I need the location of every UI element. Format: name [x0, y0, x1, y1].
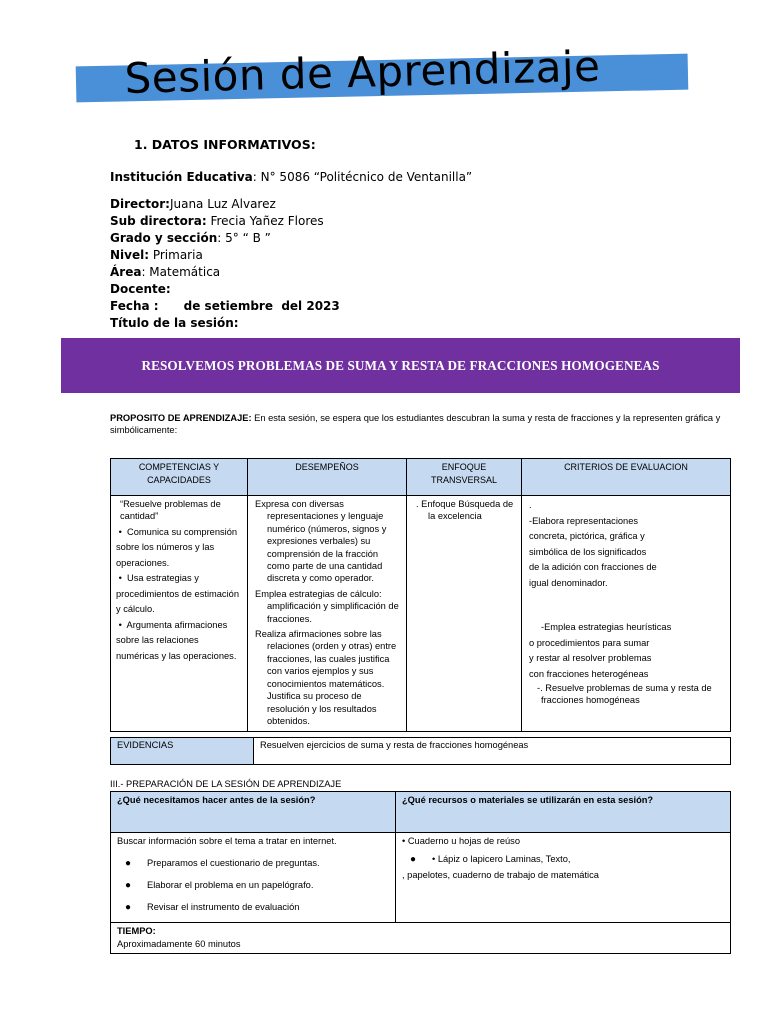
- info-fecha: Fecha : de setiembre del 2023: [110, 299, 340, 313]
- purpose-label: PROPOSITO DE APRENDIZAJE:: [110, 413, 252, 423]
- evidencias-table: [110, 737, 731, 765]
- header-competencias: COMPETENCIAS Y CAPACIDADES: [111, 459, 248, 496]
- info-docente: Docente:: [110, 282, 171, 296]
- antes-intro: Buscar información sobre el tema a tratar en internet.: [117, 836, 337, 846]
- cell-tiempo: [111, 923, 731, 954]
- list-item: • Usa estrategias y procedimientos de estimación y cálculo.: [116, 573, 239, 615]
- tiempo-label: TIEMPO:: [117, 926, 156, 936]
- header-enfoque: ENFOQUE TRANSVERSAL: [407, 459, 522, 496]
- info-area: Área: Matemática: [110, 265, 221, 279]
- competencias-table: [110, 458, 731, 732]
- cell-criterios: . -Elabora representaciones concreta, pictórica, gráfica y simbólica de los significados de la adición con fracciones de igual denominador. -Emplea estrategias heurísticas o procedimientos para sumar y restar al resolver problemas con fracciones heterogéneas -. Resuelve problemas de suma y resta de fracciones homogéneas: [522, 496, 731, 732]
- list-item: ● Preparamos el cuestionario de preguntas.: [125, 858, 320, 869]
- preparacion-table: [110, 791, 731, 954]
- cell-recursos: [396, 833, 731, 923]
- header-antes: ¿Qué necesitamos hacer antes de la sesión?: [111, 792, 396, 833]
- evidencias-label: EVIDENCIAS: [111, 738, 254, 765]
- evidencias-value: Resuelven ejercicios de suma y resta de fracciones homogéneas: [254, 738, 731, 765]
- header-recursos: ¿Qué recursos o materiales se utilizarán en esta sesión?: [396, 792, 731, 833]
- section-heading-preparacion: III.- PREPARACIÓN DE LA SESIÓN DE APRENDIZAJE: [110, 779, 342, 789]
- tiempo-value: Aproximadamente 60 minutos: [117, 939, 241, 949]
- list-item: • Comunica su comprensión sobre los números y las operaciones.: [116, 526, 238, 568]
- desempeno-item: Realiza afirmaciones sobre las relaciones (orden y otras) entre fracciones, las cuales justifica con varios ejemplos y sus conocimientos matemáticos. Justifica su proceso de resolución y los resultados obtenidos.: [255, 629, 397, 726]
- cell-desempenos: [248, 496, 407, 732]
- cell-antes: [111, 833, 396, 923]
- recurso-item: • Cuaderno u hojas de reúso: [402, 836, 520, 846]
- info-institucion: Institución Educativa: N° 5086 “Politécnico de Ventanilla”: [110, 170, 473, 184]
- competencia-intro: “Resuelve problemas de cantidad”: [120, 499, 221, 522]
- info-subdirectora: Sub directora: Frecia Yañez Flores: [110, 214, 324, 228]
- info-titulo: Título de la sesión:: [110, 316, 239, 330]
- list-item: ● Revisar el instrumento de evaluación: [125, 902, 300, 913]
- desempeno-item: Expresa con diversas representaciones y lenguaje numérico (números, signos y expresiones verbales) su comprensión de la fracción como parte de una cantidad discreta y como operador.: [255, 499, 387, 584]
- list-item: • Argumenta afirmaciones sobre las relaciones numéricas y las operaciones.: [116, 619, 237, 661]
- section-heading-datos: 1. DATOS INFORMATIVOS:: [134, 137, 316, 152]
- cell-enfoque: . Enfoque Búsqueda de la excelencia: [407, 496, 522, 732]
- page-title: Sesión de Aprendizaje: [124, 41, 602, 103]
- info-director: Director:Juana Luz Alvarez: [110, 197, 276, 211]
- desempeno-item: Emplea estrategias de cálculo: amplificación y simplificación de fracciones.: [255, 588, 399, 624]
- recurso-item: , papelotes, cuaderno de trabajo de matemática: [402, 870, 599, 880]
- info-nivel: Nivel: Primaria: [110, 248, 203, 262]
- recurso-item: ● • Lápiz o lapicero Laminas, Texto,: [410, 854, 571, 865]
- info-grado: Grado y sección: 5° “ B ”: [110, 231, 271, 245]
- session-title-banner: RESOLVEMOS PROBLEMAS DE SUMA Y RESTA DE FRACCIONES HOMOGENEAS: [61, 338, 740, 393]
- header-criterios: CRITERIOS DE EVALUACION: [522, 459, 731, 496]
- header-desempenos: DESEMPEÑOS: [248, 459, 407, 496]
- cell-competencias: [111, 496, 248, 732]
- list-item: ● Elaborar el problema en un papelógrafo.: [125, 880, 314, 891]
- purpose-text: PROPOSITO DE APRENDIZAJE: En esta sesión, se espera que los estudiantes descubran la suma y resta de fracciones y la representen gráfica y simbólicamente:: [110, 413, 721, 435]
